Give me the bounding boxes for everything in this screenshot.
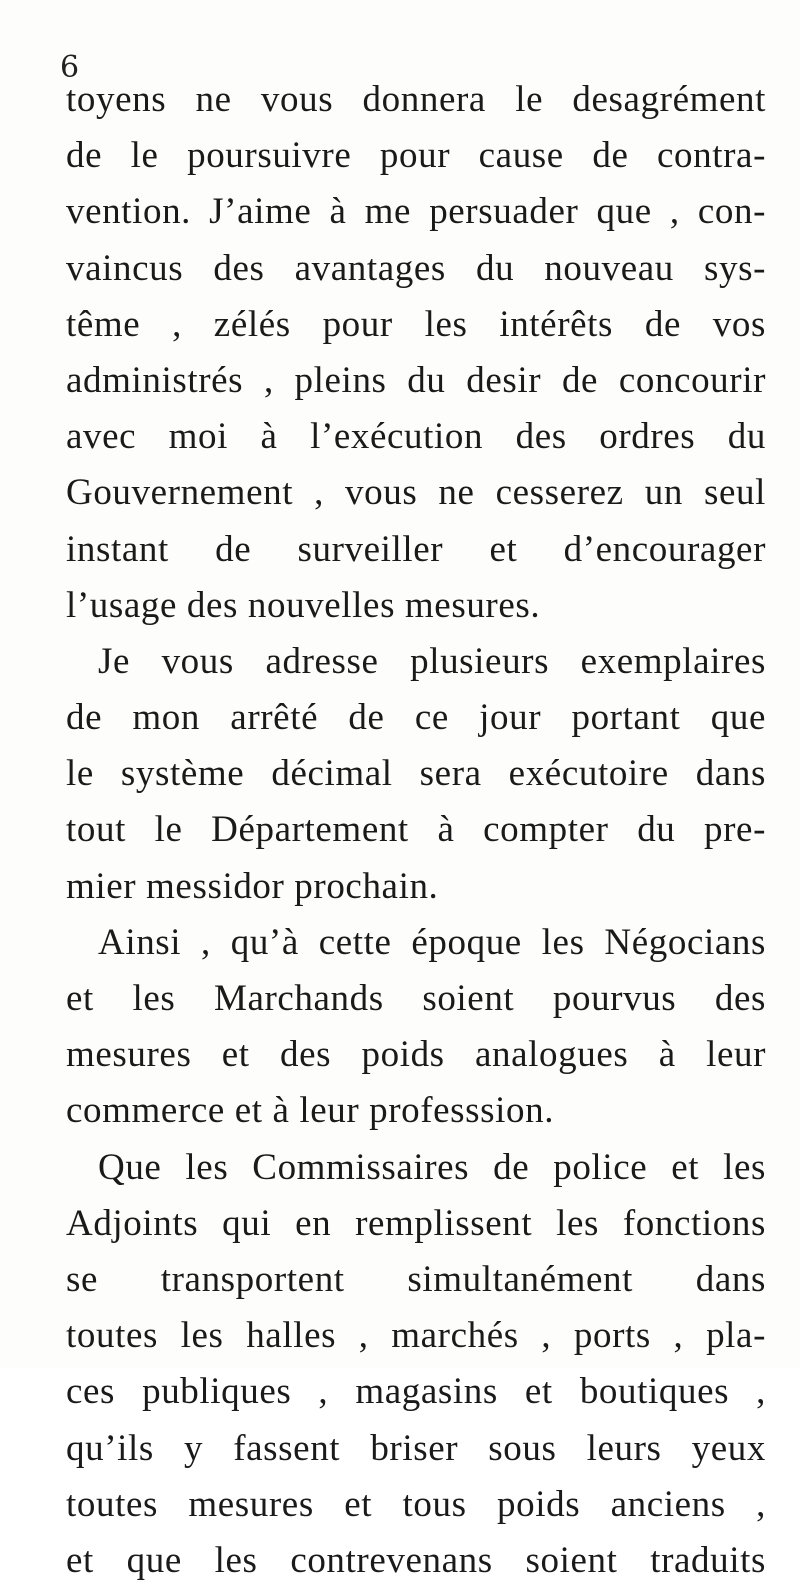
text-line: se transportent simultanément dans bbox=[66, 1258, 766, 1300]
text-line: Gouvernement , vous ne cesserez un seul bbox=[66, 472, 766, 514]
text-line: vaincus des avantages du nouveau sys- bbox=[66, 247, 766, 289]
text-line: Adjoints qui en remplissent les fonctions bbox=[66, 1202, 766, 1244]
page-number: 6 bbox=[60, 50, 80, 85]
text-line: l’usage des nouvelles mesures. bbox=[66, 584, 541, 626]
text-line: de le poursuivre pour cause de contra- bbox=[66, 135, 766, 177]
text-line: ces publiques , magasins et boutiques , bbox=[66, 1371, 766, 1413]
text-line: tême , zélés pour les intérêts de vos bbox=[66, 303, 766, 345]
body-text bbox=[66, 72, 766, 1589]
text-line: mier messidor prochain. bbox=[66, 865, 439, 907]
text-line: Ainsi , qu’à cette époque les Négocians bbox=[98, 921, 766, 963]
text-line: et que les contrevenans soient traduits bbox=[66, 1539, 766, 1581]
text-line: qu’ils y fassent briser sous leurs yeux bbox=[66, 1427, 766, 1469]
text-line: commerce et à leur professsion. bbox=[66, 1090, 555, 1132]
text-line: de mon arrêté de ce jour portant que bbox=[66, 697, 766, 739]
text-line: mesures et des poids analogues à leur bbox=[66, 1034, 766, 1076]
text-line: administrés , pleins du desir de concourir bbox=[66, 359, 766, 401]
text-line: vention. J’aime à me persuader que , con- bbox=[66, 191, 766, 233]
text-line: avec moi à l’exécution des ordres du bbox=[66, 416, 766, 458]
text-line: Je vous adresse plusieurs exemplaires bbox=[98, 640, 766, 682]
text-line: et les Marchands soient pourvus des bbox=[66, 978, 766, 1019]
text-line: tout le Département à compter du pre- bbox=[66, 809, 766, 851]
text-line: instant de surveiller et d’encourager bbox=[66, 528, 766, 570]
text-line: toyens ne vous donnera le desagrément bbox=[66, 79, 766, 120]
text-line: toutes les halles , marchés , ports , pla- bbox=[66, 1315, 766, 1357]
text-line: Que les Commissaires de police et les bbox=[98, 1146, 766, 1188]
text-line: toutes mesures et tous poids anciens , bbox=[66, 1483, 766, 1525]
text-line: le système décimal sera exécutoire dans bbox=[66, 753, 766, 795]
